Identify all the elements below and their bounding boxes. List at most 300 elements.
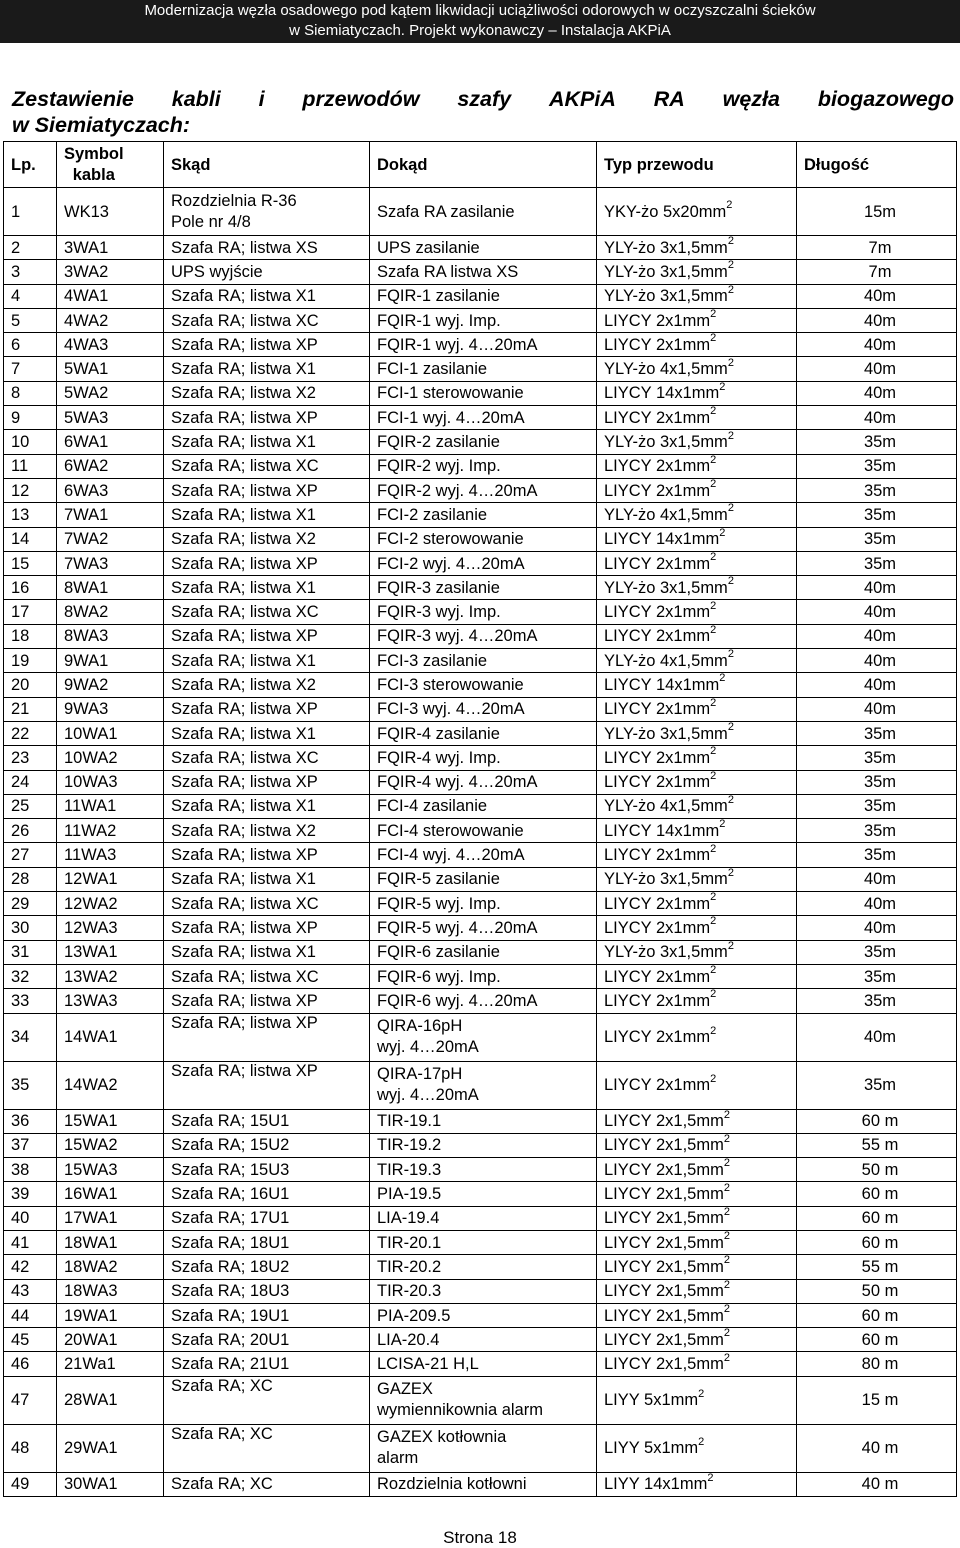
symbol-value: 5WA2 (64, 384, 109, 403)
cell-to (370, 284, 597, 308)
cell-to (370, 1013, 597, 1061)
table-row (4, 1279, 957, 1303)
type-exponent: 2 (710, 915, 717, 928)
cell-symbol (57, 1352, 164, 1376)
cell-type (597, 721, 797, 745)
table-row (4, 1158, 957, 1182)
to-line-1: GAZEX (377, 1380, 433, 1399)
cell-symbol (57, 843, 164, 867)
from-value: Szafa RA; listwa X1 (171, 651, 316, 670)
type-exponent: 2 (723, 1327, 730, 1340)
cell-to (370, 308, 597, 332)
type-exponent: 2 (723, 1279, 730, 1291)
type-exponent: 2 (727, 794, 734, 806)
type-exponent: 2 (698, 1387, 705, 1400)
cell-from (164, 527, 370, 551)
cell-lp (4, 308, 57, 332)
table-row (4, 1303, 957, 1327)
type-exponent: 2 (710, 842, 717, 855)
cell-symbol (57, 1328, 164, 1352)
lp-value: 29 (11, 894, 30, 913)
from-value: Szafa RA; listwa X1 (171, 287, 316, 306)
cell-to (370, 1328, 597, 1352)
length-value: 35m (863, 991, 897, 1010)
cell-length (797, 1158, 957, 1182)
cell-length (797, 697, 957, 721)
cell-symbol (57, 964, 164, 988)
from-value: Szafa RA; 20U1 (171, 1330, 290, 1349)
symbol-value: 9WA3 (64, 700, 109, 719)
lp-value: 24 (11, 773, 30, 792)
type-value: LIYCY 2x1mm (604, 603, 711, 622)
lp-value: 37 (11, 1136, 30, 1155)
from-value: Szafa RA; listwa X2 (171, 675, 316, 694)
from-value: Szafa RA; listwa XP (171, 335, 318, 354)
symbol-value: 19WA1 (64, 1306, 118, 1325)
lp-value: 43 (11, 1282, 30, 1301)
cell-symbol (57, 478, 164, 502)
cell-from (164, 770, 370, 794)
cell-lp (4, 1013, 57, 1061)
lp-value: 25 (11, 797, 30, 816)
cell-type (597, 430, 797, 454)
cell-to (370, 624, 597, 648)
cell-symbol (57, 1255, 164, 1279)
length-value: 35m (863, 554, 897, 573)
lp-value: 15 (11, 554, 30, 573)
table-row (4, 819, 957, 843)
symbol-value: 14WA2 (64, 1076, 118, 1094)
cell-from (164, 989, 370, 1013)
cell-from (164, 381, 370, 405)
cell-from (164, 1158, 370, 1182)
table-row (4, 357, 957, 381)
cell-to (370, 867, 597, 891)
cell-lp (4, 478, 57, 502)
length-value: 40m (863, 578, 897, 597)
to-value: FQIR-6 wyj. Imp. (377, 967, 501, 986)
cell-symbol (57, 188, 164, 236)
from-value: Szafa RA; listwa XP (171, 918, 318, 937)
symbol-value: 15WA3 (64, 1160, 118, 1179)
length-value: 40m (863, 287, 897, 306)
type-value: YLY-żo 4x1,5mm (604, 797, 728, 816)
symbol-value: 13WA3 (64, 991, 118, 1010)
document-title (12, 86, 954, 138)
length-value: 60 m (861, 1209, 899, 1228)
cell-length (797, 1328, 957, 1352)
symbol-value: 10WA2 (64, 748, 118, 767)
type-exponent: 2 (727, 235, 734, 248)
type-exponent: 2 (727, 648, 734, 661)
length-value: 35m (863, 433, 897, 452)
type-value: LIYCY 2x1mm (604, 481, 711, 500)
table-row (4, 1424, 957, 1472)
cell-length (797, 406, 957, 430)
title-word: RA (653, 87, 685, 111)
cell-lp (4, 964, 57, 988)
cell-length (797, 1013, 957, 1061)
length-value: 40m (863, 360, 897, 379)
cell-to (370, 357, 597, 381)
from-value: Szafa RA; listwa X1 (171, 797, 316, 816)
cell-length (797, 794, 957, 818)
type-value: LIYCY 2x1,5mm (604, 1112, 724, 1131)
symbol-value: 5WA1 (64, 360, 109, 379)
table-row (4, 770, 957, 794)
length-value: 40m (863, 335, 897, 354)
table-row (4, 964, 957, 988)
from-value: Szafa RA; 18U2 (171, 1257, 290, 1276)
cell-length (797, 260, 957, 284)
type-value: LIYCY 2x1mm (604, 991, 711, 1010)
cell-from (164, 1352, 370, 1376)
from-value: Szafa RA; XC (171, 1424, 273, 1443)
from-value: Szafa RA; listwa X1 (171, 360, 316, 379)
cell-length (797, 819, 957, 843)
cell-length (797, 1376, 957, 1424)
cell-length (797, 478, 957, 502)
table-row (4, 673, 957, 697)
lp-value: 17 (11, 603, 30, 622)
symbol-value: 18WA2 (64, 1257, 118, 1276)
symbol-value: 11WA2 (64, 821, 117, 840)
lp-value: 20 (11, 675, 30, 694)
length-value: 60 m (861, 1306, 899, 1325)
type-exponent: 2 (727, 356, 734, 369)
length-value: 50 m (861, 1160, 899, 1179)
type-value: LIYCY 2x1,5mm (604, 1306, 724, 1325)
cell-lp (4, 1424, 57, 1472)
cell-type (597, 1352, 797, 1376)
type-exponent: 2 (710, 891, 717, 904)
type-value: LIYCY 2x1mm (604, 846, 711, 865)
cell-from (164, 892, 370, 916)
cell-symbol (57, 406, 164, 430)
cell-from (164, 406, 370, 430)
symbol-value: 7WA3 (64, 554, 109, 573)
type-exponent: 2 (710, 454, 717, 466)
type-value: LIYCY 14x1mm (604, 384, 720, 403)
type-value: LIYY 14x1mm (604, 1475, 708, 1494)
cell-from (164, 357, 370, 381)
cell-from (164, 1472, 370, 1496)
table-header-row (4, 142, 957, 188)
cell-type (597, 746, 797, 770)
cell-symbol (57, 430, 164, 454)
table-row (4, 794, 957, 818)
cell-type (597, 697, 797, 721)
symbol-value: 12WA3 (64, 918, 118, 937)
cell-to (370, 843, 597, 867)
from-value: Szafa RA; listwa XP (171, 700, 318, 719)
cell-symbol (57, 697, 164, 721)
to-value: LCISA-21 H,L (377, 1355, 479, 1374)
to-value: FQIR-3 zasilanie (377, 578, 500, 597)
type-exponent: 2 (723, 1157, 730, 1170)
cell-lp (4, 989, 57, 1013)
cell-symbol (57, 600, 164, 624)
to-line-1: QIRA-17pH (377, 1065, 463, 1083)
from-value: Szafa RA; listwa X2 (171, 530, 316, 549)
table-row (4, 260, 957, 284)
type-value: LIYCY 2x1,5mm (604, 1185, 724, 1204)
from-value: Szafa RA; 18U1 (171, 1233, 290, 1252)
cell-length (797, 1133, 957, 1157)
cell-length (797, 576, 957, 600)
type-value: LIYCY 14x1mm (604, 821, 720, 840)
length-value: 40m (863, 651, 897, 670)
symbol-value: 6WA3 (64, 481, 109, 500)
cell-lp (4, 1182, 57, 1206)
cell-to (370, 989, 597, 1013)
length-value: 35m (863, 530, 897, 549)
cell-from (164, 503, 370, 527)
length-value: 60 m (861, 1185, 899, 1204)
title-line-2: w Siemiatyczach: (12, 113, 191, 137)
cell-from (164, 1206, 370, 1230)
cell-length (797, 867, 957, 891)
cell-to (370, 916, 597, 940)
type-value: LIYCY 14x1mm (604, 675, 720, 694)
cell-lp (4, 576, 57, 600)
cell-symbol (57, 284, 164, 308)
lp-value: 30 (11, 918, 30, 937)
from-value: Szafa RA; listwa XP (171, 846, 318, 865)
length-value: 40 m (861, 1439, 899, 1458)
symbol-value: 10WA3 (64, 773, 118, 792)
type-exponent: 2 (710, 745, 717, 758)
to-value: TIR-19.3 (377, 1160, 442, 1179)
type-exponent: 2 (710, 770, 717, 782)
cell-length (797, 430, 957, 454)
cell-type (597, 333, 797, 357)
length-value: 35m (863, 505, 897, 524)
length-value: 60 m (861, 1330, 899, 1349)
cell-length (797, 1061, 957, 1109)
cell-type (597, 649, 797, 673)
cell-to (370, 649, 597, 673)
cell-to (370, 1206, 597, 1230)
table-row (4, 746, 957, 770)
cell-length (797, 188, 957, 236)
to-value: FQIR-2 wyj. Imp. (377, 457, 501, 476)
length-value: 35m (863, 846, 897, 865)
cell-lp (4, 794, 57, 818)
cell-to (370, 1182, 597, 1206)
type-value: LIYCY 2x1mm (604, 457, 711, 476)
symbol-value: 18WA3 (64, 1282, 118, 1301)
cell-from (164, 308, 370, 332)
cell-type (597, 1424, 797, 1472)
cell-type (597, 1158, 797, 1182)
to-value: FQIR-5 wyj. Imp. (377, 894, 501, 913)
page-number: Strona 18 (443, 1528, 517, 1547)
type-exponent: 2 (723, 1133, 730, 1145)
type-exponent: 2 (710, 697, 717, 709)
type-value: LIYCY 2x1mm (604, 627, 711, 646)
type-exponent: 2 (710, 1072, 717, 1085)
type-value: LIYCY 2x1,5mm (604, 1136, 724, 1155)
lp-value: 3 (11, 262, 21, 281)
lp-value: 4 (11, 287, 21, 306)
cell-length (797, 1206, 957, 1230)
length-value: 7m (868, 238, 892, 257)
cell-from (164, 1182, 370, 1206)
cell-from (164, 260, 370, 284)
from-value: Szafa RA; listwa XP (171, 554, 318, 573)
type-exponent: 2 (719, 381, 726, 393)
length-value: 60 m (861, 1233, 899, 1252)
cell-symbol (57, 819, 164, 843)
cell-lp (4, 1279, 57, 1303)
type-exponent: 2 (710, 624, 717, 636)
col-header-length: Długość (797, 142, 957, 188)
symbol-value: 4WA1 (64, 287, 109, 306)
cell-to (370, 1230, 597, 1254)
to-value: PIA-209.5 (377, 1306, 451, 1325)
from-value: Szafa RA; listwa XP (171, 1061, 318, 1080)
cell-type (597, 188, 797, 236)
cell-from (164, 697, 370, 721)
table-row (4, 1206, 957, 1230)
cell-lp (4, 503, 57, 527)
table-row (4, 867, 957, 891)
from-value: Szafa RA; listwa XC (171, 967, 319, 986)
cell-to (370, 1109, 597, 1133)
symbol-value: 3WA2 (64, 262, 109, 281)
table-row (4, 1472, 957, 1496)
cell-length (797, 843, 957, 867)
length-value: 55 m (861, 1136, 899, 1155)
cell-length (797, 1255, 957, 1279)
cell-lp (4, 406, 57, 430)
lp-value: 27 (11, 846, 30, 865)
to-value: FCI-1 sterowowanie (377, 384, 524, 403)
cell-symbol (57, 308, 164, 332)
cell-type (597, 624, 797, 648)
cell-lp (4, 1328, 57, 1352)
cell-lp (4, 430, 57, 454)
title-word: Zestawienie (12, 87, 134, 111)
cell-from (164, 940, 370, 964)
cell-from (164, 819, 370, 843)
lp-value: 13 (11, 505, 30, 524)
cell-length (797, 1182, 957, 1206)
lp-value: 2 (11, 238, 21, 257)
cell-to (370, 430, 597, 454)
type-value: LIYCY 2x1mm (604, 554, 711, 573)
cell-from (164, 1376, 370, 1424)
from-value: Szafa RA; listwa X2 (171, 821, 316, 840)
length-value: 15 m (861, 1391, 899, 1410)
type-exponent: 2 (710, 551, 717, 563)
cell-type (597, 260, 797, 284)
table-row (4, 843, 957, 867)
cell-type (597, 1328, 797, 1352)
type-value: LIYCY 2x1mm (604, 918, 711, 937)
cell-type (597, 1061, 797, 1109)
to-value: TIR-20.1 (377, 1233, 442, 1252)
from-line-2: Pole nr 4/8 (171, 212, 251, 231)
cell-to (370, 333, 597, 357)
cell-lp (4, 1472, 57, 1496)
type-value: YLY-żo 3x1,5mm (604, 724, 728, 743)
cell-to (370, 697, 597, 721)
cell-type (597, 576, 797, 600)
type-value: LIYCY 2x1,5mm (604, 1160, 724, 1179)
cell-from (164, 916, 370, 940)
type-exponent: 2 (710, 405, 717, 418)
cell-to (370, 1352, 597, 1376)
lp-value: 46 (11, 1355, 30, 1374)
table-row (4, 1255, 957, 1279)
cell-lp (4, 843, 57, 867)
cell-to (370, 964, 597, 988)
from-value: Szafa RA; 16U1 (171, 1185, 290, 1204)
cell-type (597, 867, 797, 891)
type-exponent: 2 (727, 284, 734, 296)
type-value: LIYCY 14x1mm (604, 530, 720, 549)
cell-type (597, 551, 797, 575)
col-header-symbol-l2: kabla (72, 165, 115, 184)
cell-type (597, 478, 797, 502)
cell-type (597, 964, 797, 988)
cell-to (370, 1376, 597, 1424)
cell-from (164, 1424, 370, 1472)
length-value: 35m (863, 773, 897, 792)
lp-value: 12 (11, 481, 30, 500)
table-row (4, 503, 957, 527)
type-value: LIYCY 2x1,5mm (604, 1257, 724, 1276)
cell-length (797, 236, 957, 260)
symbol-value: 9WA2 (64, 675, 109, 694)
from-value: Szafa RA; listwa XC (171, 603, 319, 622)
cell-length (797, 964, 957, 988)
symbol-value: 18WA1 (64, 1233, 118, 1252)
type-value: LIYCY 2x1mm (604, 335, 711, 354)
symbol-value: 16WA1 (64, 1185, 118, 1204)
type-value: LIYCY 2x1,5mm (604, 1282, 724, 1301)
symbol-value: 7WA1 (64, 505, 109, 524)
type-exponent: 2 (723, 1303, 730, 1316)
length-value: 40m (863, 603, 897, 622)
type-value: LIYY 5x1mm (604, 1391, 699, 1410)
cell-type (597, 1133, 797, 1157)
symbol-value: 17WA1 (64, 1209, 118, 1228)
cell-symbol (57, 1182, 164, 1206)
cell-type (597, 673, 797, 697)
cell-lp (4, 284, 57, 308)
type-value: YLY-żo 3x1,5mm (604, 287, 728, 306)
table-row (4, 1109, 957, 1133)
lp-value: 49 (11, 1475, 30, 1494)
cell-lp (4, 1206, 57, 1230)
lp-value: 21 (11, 700, 30, 719)
cell-from (164, 236, 370, 260)
table-row (4, 308, 957, 332)
cell-type (597, 454, 797, 478)
symbol-value: 7WA2 (64, 530, 109, 549)
cell-from (164, 430, 370, 454)
cell-type (597, 1230, 797, 1254)
cell-to (370, 576, 597, 600)
cell-to (370, 940, 597, 964)
type-value: LIYY 5x1mm (604, 1439, 699, 1458)
lp-value: 9 (11, 408, 21, 427)
cell-lp (4, 770, 57, 794)
to-value: FCI-2 sterowowanie (377, 530, 524, 549)
